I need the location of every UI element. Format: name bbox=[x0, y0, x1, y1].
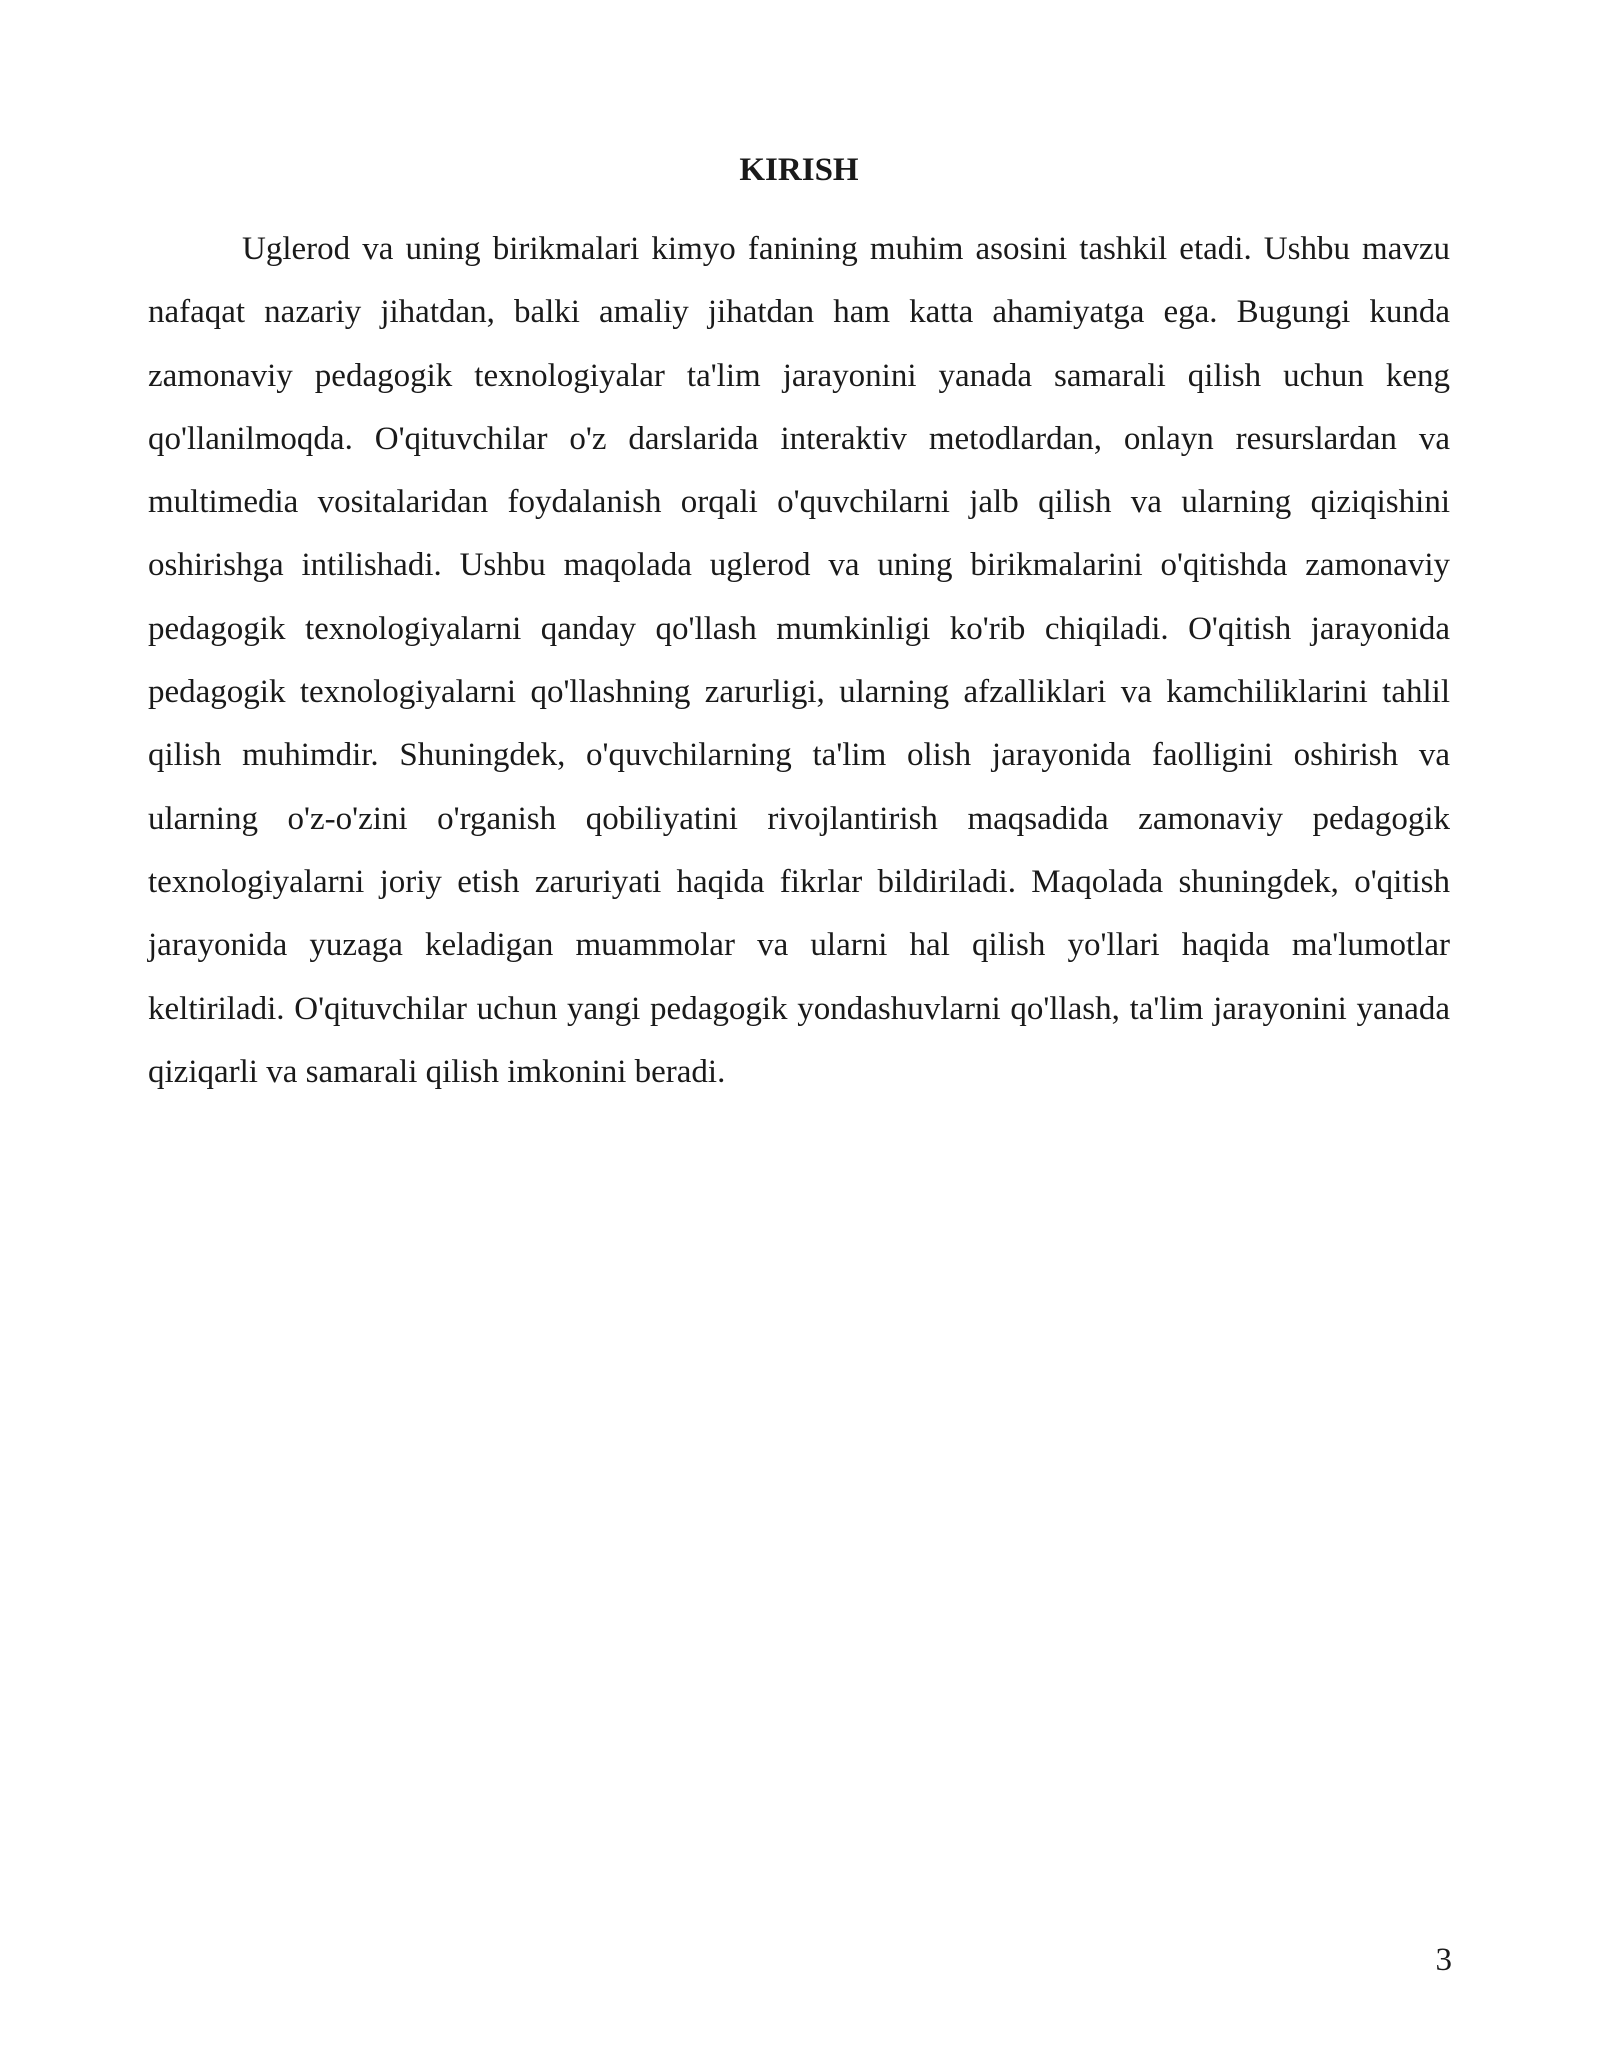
body-paragraph: Uglerod va uning birikmalari kimyo fanining muhim asosini tashkil etadi. Ushbu mavzu nafaqat nazariy jihatdan, balki amaliy jihatdan ham katta ahamiyatga ega. Bugungi kunda zamonaviy pedagogik texnologiyalar ta'lim jarayonini yanada samarali qilish uchun keng qo'llanilmoqda. O'qituvchilar o'z darslarida interaktiv metodlardan, onlayn resurslardan va multimedia vositalaridan foydalanish orqali o'quvchilarni jalb qilish va ularning qiziqishini oshirishga intilishadi. Ushbu maqolada uglerod va uning birikmalarini o'qitishda zamonaviy pedagogik texnologiyalarni qanday qo'llash mumkinligi ko'rib chiqiladi. O'qitish jarayonida pedagogik texnologiyalarni qo'llashning zarurligi, ularning afzalliklari va kamchiliklarini tahlil qilish muhimdir. Shuningdek, o'quvchilarning ta'lim olish jarayonida faolligini oshirish va ularning o'z-o'zini o'rganish qobiliyatini rivojlantirish maqsadida zamonaviy pedagogik texnologiyalarni joriy etish zaruriyati haqida fikrlar bildiriladi. Maqolada shuningdek, o'qitish jarayonida yuzaga keladigan muammolar va ularni hal qilish yo'llari haqida ma'lumotlar keltiriladi. O'qituvchilar uchun yangi pedagogik yondashuvlarni qo'llash, ta'lim jarayonini yanada qiziqarli va samarali qilish imkonini beradi. bbox=[148, 231, 1450, 1090]
section-heading: KIRISH bbox=[739, 152, 859, 188]
page-number: 3 bbox=[1435, 1942, 1452, 1978]
